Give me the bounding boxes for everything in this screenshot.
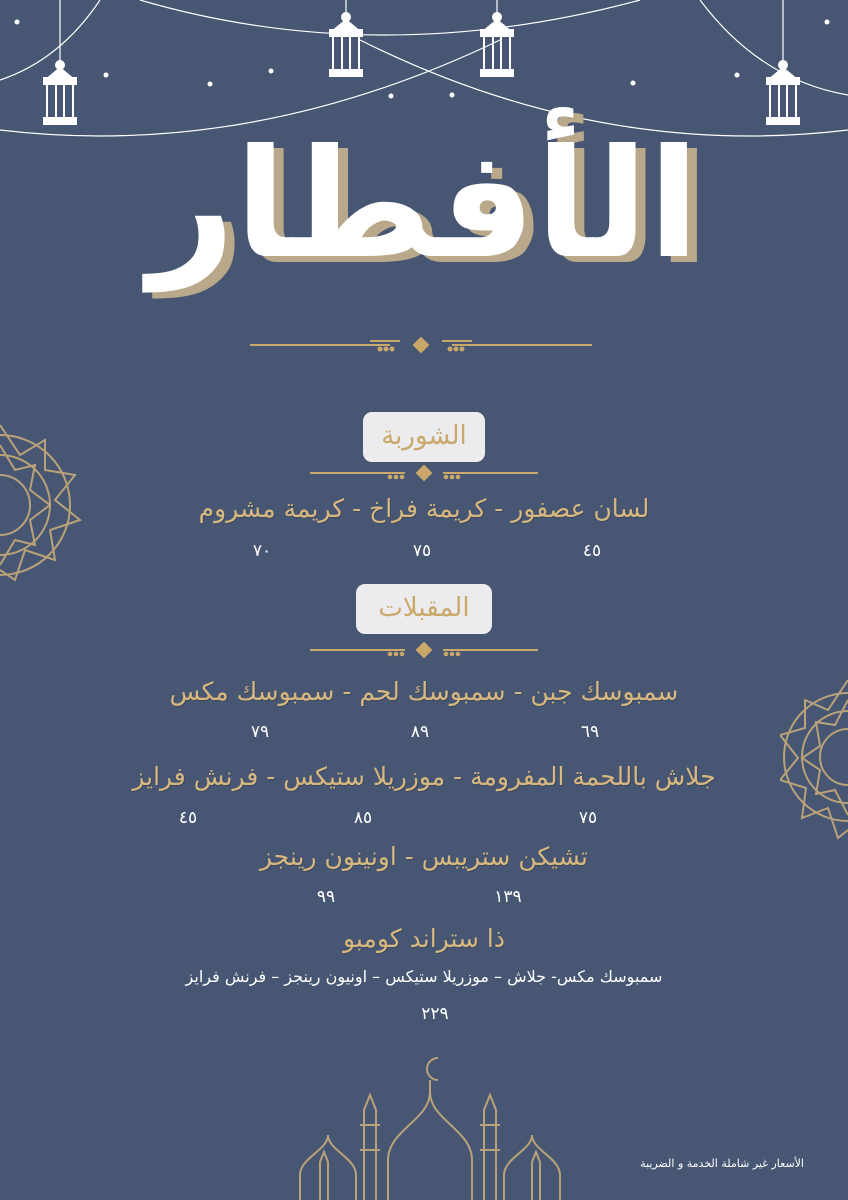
price: ١٣٩ xyxy=(494,887,522,907)
price: ٩٩ xyxy=(316,887,336,907)
price: ٦٩ xyxy=(580,722,600,742)
price: ٤٥ xyxy=(582,541,602,561)
price: ٤٥ xyxy=(178,808,198,828)
page-title: الأفطار xyxy=(148,118,700,292)
title-divider xyxy=(250,335,592,355)
mosque-icon xyxy=(280,1050,580,1200)
price: ٧٩ xyxy=(250,722,270,742)
footer-note: الأسعار غير شاملة الخدمة و الضريبة xyxy=(640,1157,804,1170)
price: ٨٩ xyxy=(410,722,430,742)
menu-item-soups: لسان عصفور - كريمة فراخ - كريمة مشروم xyxy=(198,494,650,523)
price: ٧٠ xyxy=(252,541,272,561)
price: ٧٥ xyxy=(412,541,432,561)
section-divider xyxy=(310,463,538,483)
combo-price: ٢٢٩ xyxy=(421,1004,449,1024)
section-divider xyxy=(310,640,538,660)
combo-description: سمبوسك مكس- جلاش – موزريلا ستيكس – اونيون رينجز – فرنش فرايز xyxy=(185,967,663,986)
star-icons xyxy=(15,20,830,99)
price: ٨٥ xyxy=(353,808,373,828)
combo-title: ذا ستراند كومبو xyxy=(343,924,505,953)
section-badge-soup: الشوربة xyxy=(363,412,485,462)
menu-item-sambousek: سمبوسك جبن - سمبوسك لحم - سمبوسك مكس xyxy=(169,677,679,706)
menu-item-jalash: جلاش باللحمة المفرومة - موزريلا ستيكس - فرنش فرايز xyxy=(132,762,716,791)
price: ٧٥ xyxy=(578,808,598,828)
section-badge-appetizers: المقبلات xyxy=(356,584,492,634)
menu-item-chicken-strips: تشيكن ستريبس - اونينون رينجز xyxy=(260,842,588,871)
